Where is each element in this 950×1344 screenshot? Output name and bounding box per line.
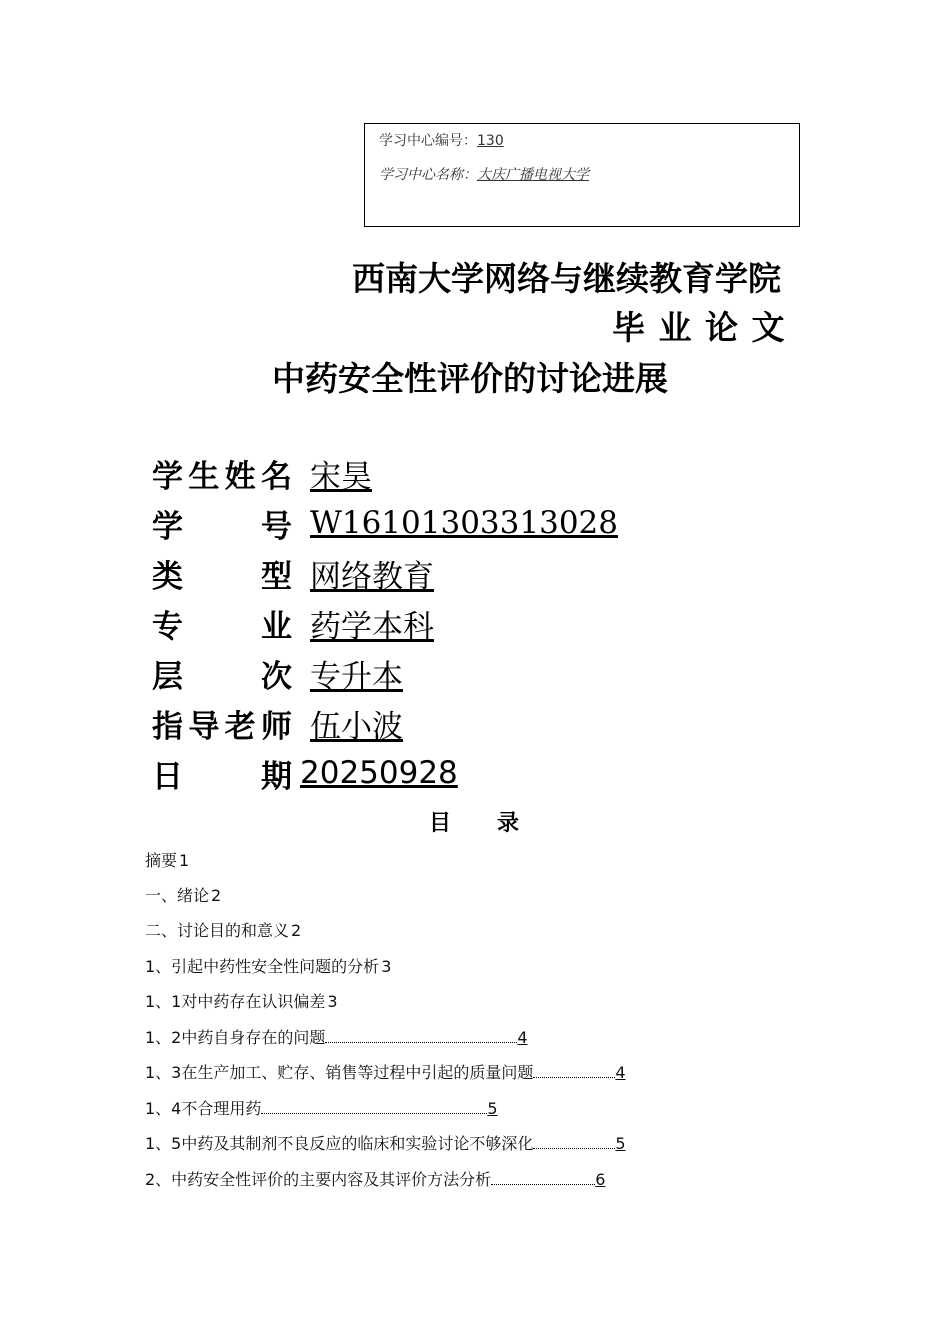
thesis-title: 中药安全性评价的讨论进展: [272, 359, 668, 398]
info-row-advisor: [152, 699, 403, 747]
info-row-major: [152, 599, 434, 647]
toc-item-text: 1、4不合理用药: [145, 1099, 262, 1118]
info-value-date: 20250928: [300, 755, 458, 791]
toc-item-page: 4: [615, 1063, 626, 1082]
toc-leader-dots: [491, 1172, 595, 1185]
info-label-level: 层次: [152, 658, 292, 695]
info-label-advisor: 指导老师: [152, 708, 292, 745]
toc-item: [145, 1096, 498, 1119]
center-number-value: 130: [477, 133, 504, 149]
toc-leader-dots: [325, 1030, 517, 1043]
document-type: 毕 业 论 文: [612, 308, 786, 347]
info-row-type: [152, 549, 434, 597]
toc-item-text: 1、5中药及其制剂不良反应的临床和实验讨论不够深化: [145, 1134, 534, 1153]
toc-item: [145, 1025, 528, 1048]
toc-item-text: 1、1对中药存在认识偏差: [145, 992, 326, 1011]
info-label-student-id: 学号: [152, 508, 292, 545]
toc-item-page: 5: [487, 1099, 498, 1118]
toc-item-text: 2、中药安全性评价的主要内容及其评价方法分析: [145, 1170, 492, 1189]
toc-item-text: 一、绪论: [145, 886, 210, 905]
toc-item-text: 1、2中药自身存在的问题: [145, 1028, 326, 1047]
toc-item: [145, 954, 391, 977]
info-row-student-id: [152, 499, 618, 547]
info-value-type: 网络教育: [310, 558, 434, 595]
toc-item: [145, 918, 301, 941]
toc-item: [145, 1167, 605, 1190]
info-label-name: 学生姓名: [152, 458, 292, 495]
toc-item-text: 1、引起中药性安全性问题的分析: [145, 957, 380, 976]
toc-item: [145, 883, 221, 906]
info-row-level: [152, 649, 403, 697]
toc-title: [0, 806, 950, 837]
toc-item-page: 3: [381, 957, 392, 976]
info-row-name: [152, 449, 372, 497]
learning-center-box: [364, 123, 800, 227]
toc-item-text: 二、讨论目的和意义: [145, 921, 290, 940]
toc-item: [145, 989, 338, 1012]
info-row-date: [152, 749, 458, 797]
toc-item-text: 摘要: [145, 851, 178, 870]
info-label-date: 日期: [152, 758, 292, 795]
center-number-line: [379, 130, 504, 150]
toc-item: [145, 1060, 626, 1083]
info-value-level: 专升本: [310, 658, 403, 695]
toc-title-left: 目: [428, 810, 453, 836]
center-name-label: 学习中心名称：: [379, 167, 477, 183]
toc-item-page: 4: [517, 1028, 528, 1047]
center-number-label: 学习中心编号：: [379, 133, 477, 149]
toc-leader-dots: [261, 1101, 487, 1114]
center-name-value: 大庆广播电视大学: [477, 167, 589, 183]
toc-item-text: 1、3在生产加工、贮存、销售等过程中引起的质量问题: [145, 1063, 534, 1082]
toc-item: [145, 848, 189, 871]
toc-item: [145, 1131, 626, 1154]
center-name-line: [379, 164, 589, 184]
toc-title-right: 录: [497, 810, 522, 836]
info-label-type: 类型: [152, 558, 292, 595]
toc-leader-dots: [533, 1136, 615, 1149]
info-value-major: 药学本科: [310, 608, 434, 645]
toc-item-page: 2: [211, 886, 222, 905]
toc-item-page: 6: [595, 1170, 606, 1189]
toc-item-page: 3: [327, 992, 338, 1011]
toc-item-page: 2: [291, 921, 302, 940]
toc-item-page: 1: [179, 851, 190, 870]
info-label-major: 专业: [152, 608, 292, 645]
info-value-name: 宋昊: [310, 458, 372, 495]
toc-leader-dots: [533, 1065, 615, 1078]
info-value-student-id: W16101303313028: [310, 505, 618, 541]
institution-name: 西南大学网络与继续教育学院: [352, 259, 781, 298]
toc-item-page: 5: [615, 1134, 626, 1153]
info-value-advisor: 伍小波: [310, 708, 403, 745]
